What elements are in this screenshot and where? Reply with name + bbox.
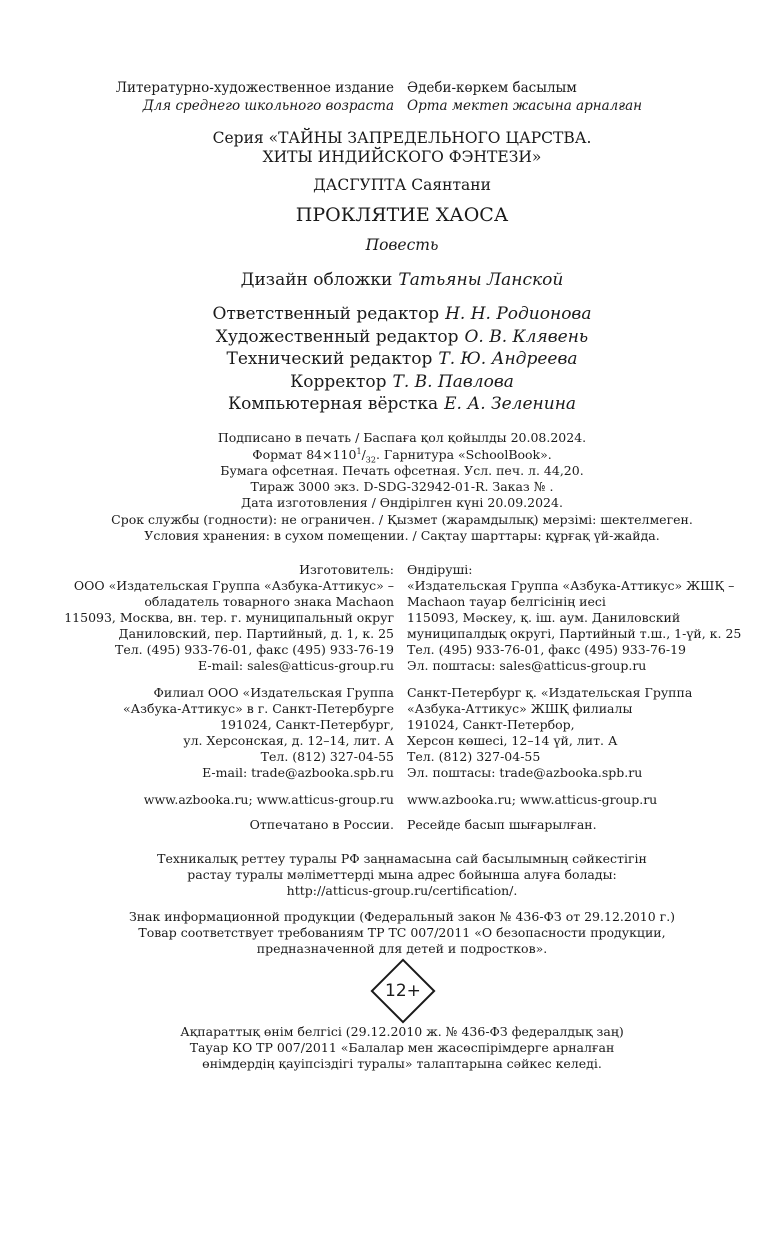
branch-kz-line: Тел. (812) 327-04-55 (407, 749, 541, 764)
manufacturer-ru-line: ООО «Издательская Группа «Азбука-Аттикус» – (73, 578, 394, 593)
certification-line: Техникалық реттеу туралы РФ заңнамасына сай басылымның сәйкестігін (157, 851, 647, 866)
manufacturer-kz-line: Тел. (495) 933-76-01, факс (495) 933-76-19 (407, 642, 686, 657)
info-mark-kz-line: Тауар КО ТР 007/2011 «Балалар мен жасөспірімдерге арналған (189, 1040, 615, 1055)
audience-kz: Орта мектеп жасына арналған (407, 98, 643, 114)
print-format (0, 447, 774, 463)
credit-role: Ответственный редактор (212, 304, 440, 324)
credit-role: Художественный редактор (215, 327, 459, 347)
info-mark-ru-line: Знак информационной продукции (Федеральный закон № 436-ФЗ от 29.12.2010 г.) (128, 909, 676, 924)
format-numerator: 1 (356, 446, 362, 456)
manufacturer-kz-line: муниципалдық округі, Партийный т.ш., 1-үй, к. 25 (407, 626, 742, 641)
series-line-2: ХИТЫ ИНДИЙСКОГО ФЭНТЕЗИ» (262, 148, 542, 166)
certification-url[interactable]: http://atticus-group.ru/certification/. (286, 883, 518, 898)
printed-in-ru: Отпечатано в России. (249, 817, 394, 832)
branch-kz-line: 191024, Санкт-Петербор, (407, 717, 575, 732)
genre: Повесть (365, 236, 439, 254)
book-title: ПРОКЛЯТИЕ ХАОСА (295, 204, 509, 226)
credit-line (0, 370, 774, 394)
credit-name: Т. Ю. Андреева (438, 349, 578, 369)
print-run: Тираж 3000 экз. D-SDG-32942-01-R. Заказ № . (250, 479, 554, 494)
branch-kz-line: Санкт-Петербург қ. «Издательская Группа (407, 685, 693, 700)
credit-line (0, 302, 774, 326)
branch-kz-line: Херсон көшесі, 12–14 үй, лит. А (407, 733, 618, 748)
format-denominator: 32 (365, 455, 376, 465)
format-typeface: . Гарнитура «SchoolBook». (375, 447, 552, 462)
manufacturer-ru-line: Даниловский, пер. Партийный, д. 1, к. 25 (118, 626, 394, 641)
branch-ru-line: ул. Херсонская, д. 12–14, лит. А (183, 733, 394, 748)
storage-conditions: Условия хранения: в сухом помещении. / Сақтау шарттары: құрғақ үй-жайда. (144, 528, 660, 543)
info-mark-ru-line: предназначенной для детей и подростков». (256, 941, 548, 956)
credit-name: Т. В. Павлова (392, 372, 514, 392)
credit-role: Компьютерная вёрстка (227, 394, 439, 414)
print-paper: Бумага офсетная. Печать офсетная. Усл. печ. л. 44,20. (220, 463, 584, 478)
age-rating: 12+ (385, 981, 421, 1001)
credit-name: Н. Н. Родионова (445, 304, 592, 324)
manufacturer-ru-line: Тел. (495) 933-76-01, факс (495) 933-76-19 (115, 642, 394, 657)
cover-name: Татьяны Ланской (398, 270, 564, 290)
websites-ru[interactable]: www.azbooka.ru; www.atticus-group.ru (143, 792, 394, 807)
manufacturer-kz-line: Machaon тауар белгісінің иесі (407, 594, 606, 609)
manufacturer-ru-line: 115093, Москва, вн. тер. г. муниципальный округ (64, 610, 394, 625)
printed-in-kz: Ресейде басып шығарылған. (407, 817, 597, 832)
websites-kz[interactable]: www.azbooka.ru; www.atticus-group.ru (407, 792, 658, 807)
credit-role: Технический редактор (226, 349, 433, 369)
manufacturer-kz-line: Өндіруші: (407, 562, 473, 577)
edition-type-kz: Әдеби-көркем басылым (407, 80, 577, 96)
format-slash: / (361, 447, 366, 462)
info-mark-kz-line: өнімдердің қауіпсіздігі туралы» талаптарына сәйкес келеді. (202, 1056, 602, 1071)
info-mark-kz-line: Ақпараттық өнім белгісі (29.12.2010 ж. № 436-ФЗ федералдық заң) (180, 1024, 624, 1039)
manufacturer-ru-line: Изготовитель: (299, 562, 394, 577)
branch-kz-email[interactable]: Эл. поштасы: trade@azbooka.spb.ru (407, 765, 643, 780)
author: ДАСГУПТА Саянтани (313, 176, 491, 194)
manufacturer-kz-email[interactable]: Эл. поштасы: sales@atticus-group.ru (407, 658, 647, 673)
format-text: Формат 84×110 (252, 447, 357, 462)
cover-designer (0, 268, 774, 292)
manufacturer-ru-line: обладатель товарного знака Machaon (144, 594, 394, 609)
branch-ru-line: 191024, Санкт-Петербург, (220, 717, 394, 732)
edition-type-ru: Литературно-художественное издание (115, 80, 394, 96)
print-made-date: Дата изготовления / Өндірілген күні 20.09.2024. (241, 495, 563, 510)
credit-line (0, 392, 774, 416)
manufacturer-kz (407, 562, 767, 674)
audience-ru: Для среднего школьного возраста (142, 98, 394, 114)
series-line-1: Серия «ТАЙНЫ ЗАПРЕДЕЛЬНОГО ЦАРСТВА. (212, 129, 592, 147)
credit-line (0, 325, 774, 349)
branch-ru (54, 685, 394, 781)
info-mark-ru-line: Товар соответствует требованиям ТР ТС 007/2011 «О безопасности продукции, (138, 925, 666, 940)
branch-kz (407, 685, 767, 781)
credit-role: Корректор (290, 372, 387, 392)
manufacturer-ru-email[interactable]: E-mail: sales@atticus-group.ru (198, 658, 394, 673)
branch-ru-email[interactable]: E-mail: trade@azbooka.spb.ru (202, 765, 394, 780)
credit-name: Е. А. Зеленина (444, 394, 577, 414)
certification-line: растау туралы мәліметтерді мына адрес бойынша алуға болады: (187, 867, 617, 882)
credit-line (0, 347, 774, 371)
credit-name: О. В. Клявень (464, 327, 589, 347)
manufacturer-kz-line: «Издательская Группа «Азбука-Аттикус» ЖШҚ – (407, 578, 735, 593)
manufacturer-kz-line: 115093, Мәскеу, қ. іш. аум. Даниловский (407, 610, 681, 625)
branch-ru-line: Филиал ООО «Издательская Группа (153, 685, 394, 700)
branch-kz-line: «Азбука-Аттикус» ЖШҚ филиалы (407, 701, 633, 716)
branch-ru-line: «Азбука-Аттикус» в г. Санкт-Петербурге (123, 701, 394, 716)
branch-ru-line: Тел. (812) 327-04-55 (260, 749, 394, 764)
print-signed: Подписано в печать / Баспаға қол қойылды 20.08.2024. (217, 430, 587, 445)
service-life: Срок службы (годности): не ограничен. / Қызмет (жарамдылық) мерзімі: шектелмеген. (111, 512, 693, 527)
manufacturer-ru (54, 562, 394, 674)
cover-label: Дизайн обложки (240, 270, 393, 290)
